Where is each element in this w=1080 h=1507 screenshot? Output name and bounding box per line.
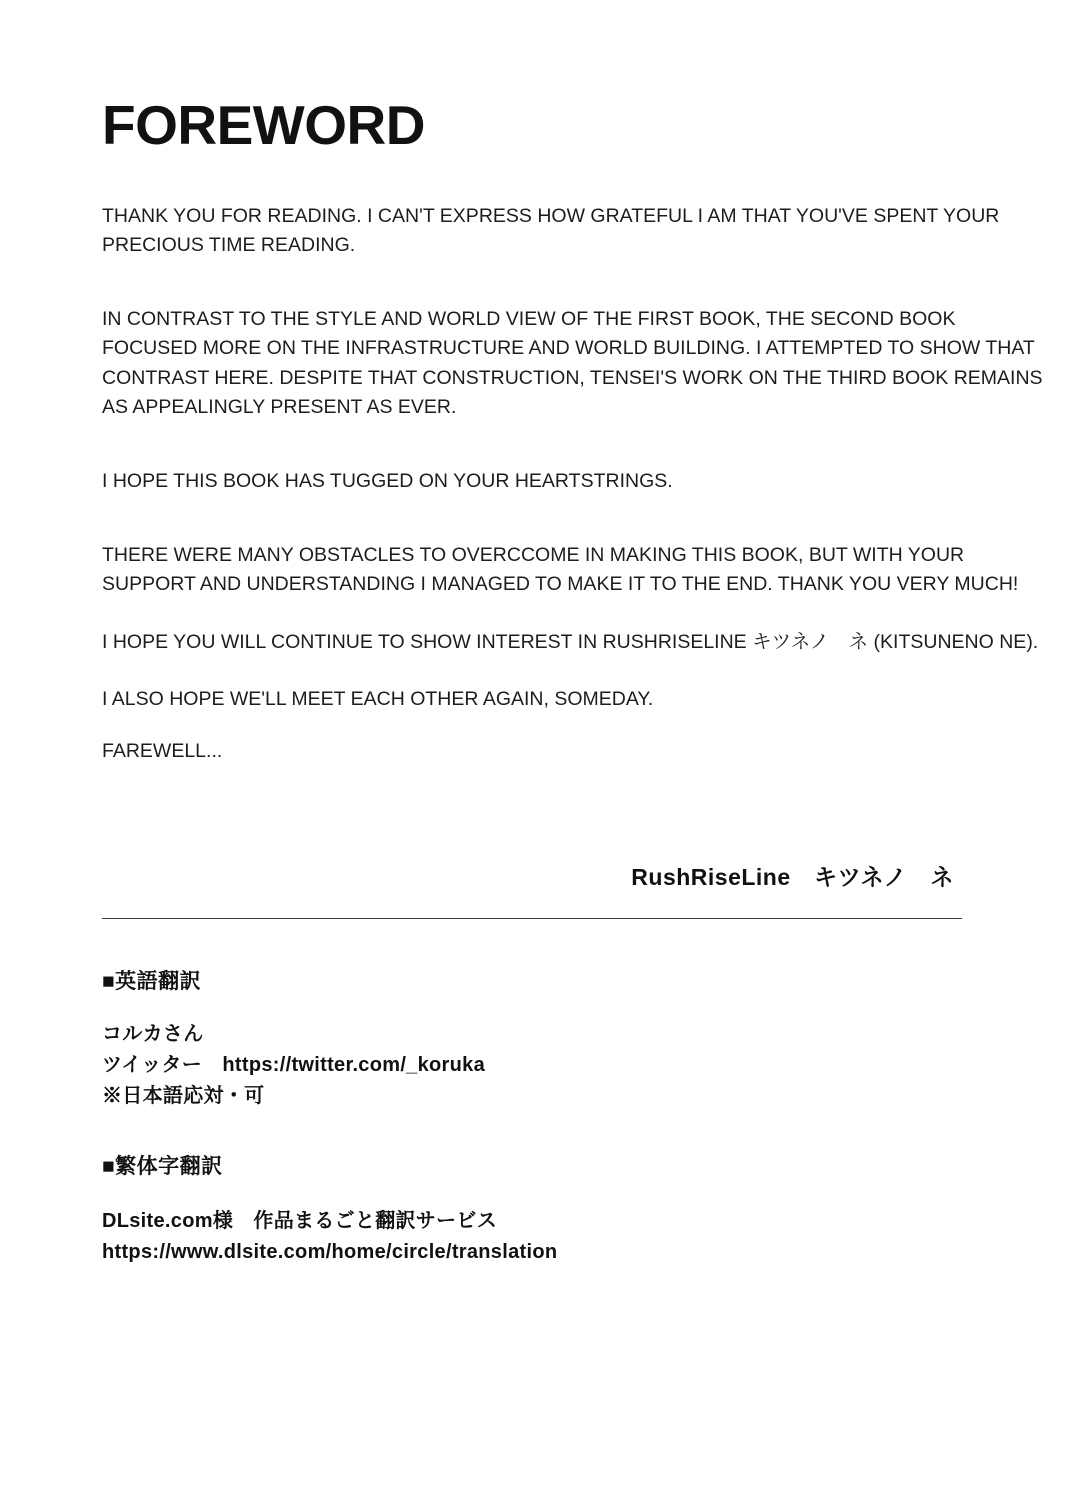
translator-twitter[interactable]: ツイッター https://twitter.com/_koruka [102,1053,485,1076]
dlsite-service-line: DLsite.com様 作品まるごと翻訳サービス [102,1209,498,1232]
paragraph-thanks: THANK YOU FOR READING. I CAN'T EXPRESS HOW GRATEFUL I AM THAT YOU'VE SPENT YOUR PRECIOUS TIME READING. [102,204,1000,257]
section-divider [102,918,962,919]
credits-section [102,965,1062,1268]
dlsite-url[interactable]: https://www.dlsite.com/home/circle/translation [102,1240,558,1263]
paragraph-interest: I HOPE YOU WILL CONTINUE TO SHOW INTEREST IN RUSHRISELINE キツネノ ネ (KITSUNENO NE). [102,630,1039,653]
paragraph-farewell: FAREWELL... [102,740,223,763]
credits-english-heading: ■英語翻訳 [102,969,202,993]
credits-english-block [102,1019,1062,1112]
translator-name: コルカさん [102,1022,204,1045]
author-signature: RushRiseLine キツネノ ネ [631,863,954,890]
credits-dlsite-block [102,1206,1062,1268]
paragraph-obstacles: THERE WERE MANY OBSTACLES TO OVERCCOME IN MAKING THIS BOOK, BUT WITH YOUR SUPPORT AND UNDERSTANDING I MANAGED TO MAKE IT TO THE END. THANK YOU VERY MUCH! [102,543,1019,596]
paragraph-contrast: IN CONTRAST TO THE STYLE AND WORLD VIEW OF THE FIRST BOOK, THE SECOND BOOK FOCUSED MORE ON THE INFRASTRUCTURE AND WORLD BUILDING. I ATTEMPTED TO SHOW THAT CONTRAST HERE. DESPITE THAT CONSTRUCTION, TENSEI'S WORK ON THE THIRD BOOK REMAINS AS APPEALINGLY PRESENT AS EVER. [102,307,1043,419]
translator-note: ※日本語応対・可 [102,1084,265,1107]
credits-chinese-heading: ■繁体字翻訳 [102,1154,223,1178]
page-title: FOREWORD [102,94,425,156]
document-body [102,95,1062,1272]
paragraph-meet-again: I ALSO HOPE WE'LL MEET EACH OTHER AGAIN, SOMEDAY. [102,688,654,711]
paragraph-heartstrings: I HOPE THIS BOOK HAS TUGGED ON YOUR HEARTSTRINGS. [102,470,673,493]
